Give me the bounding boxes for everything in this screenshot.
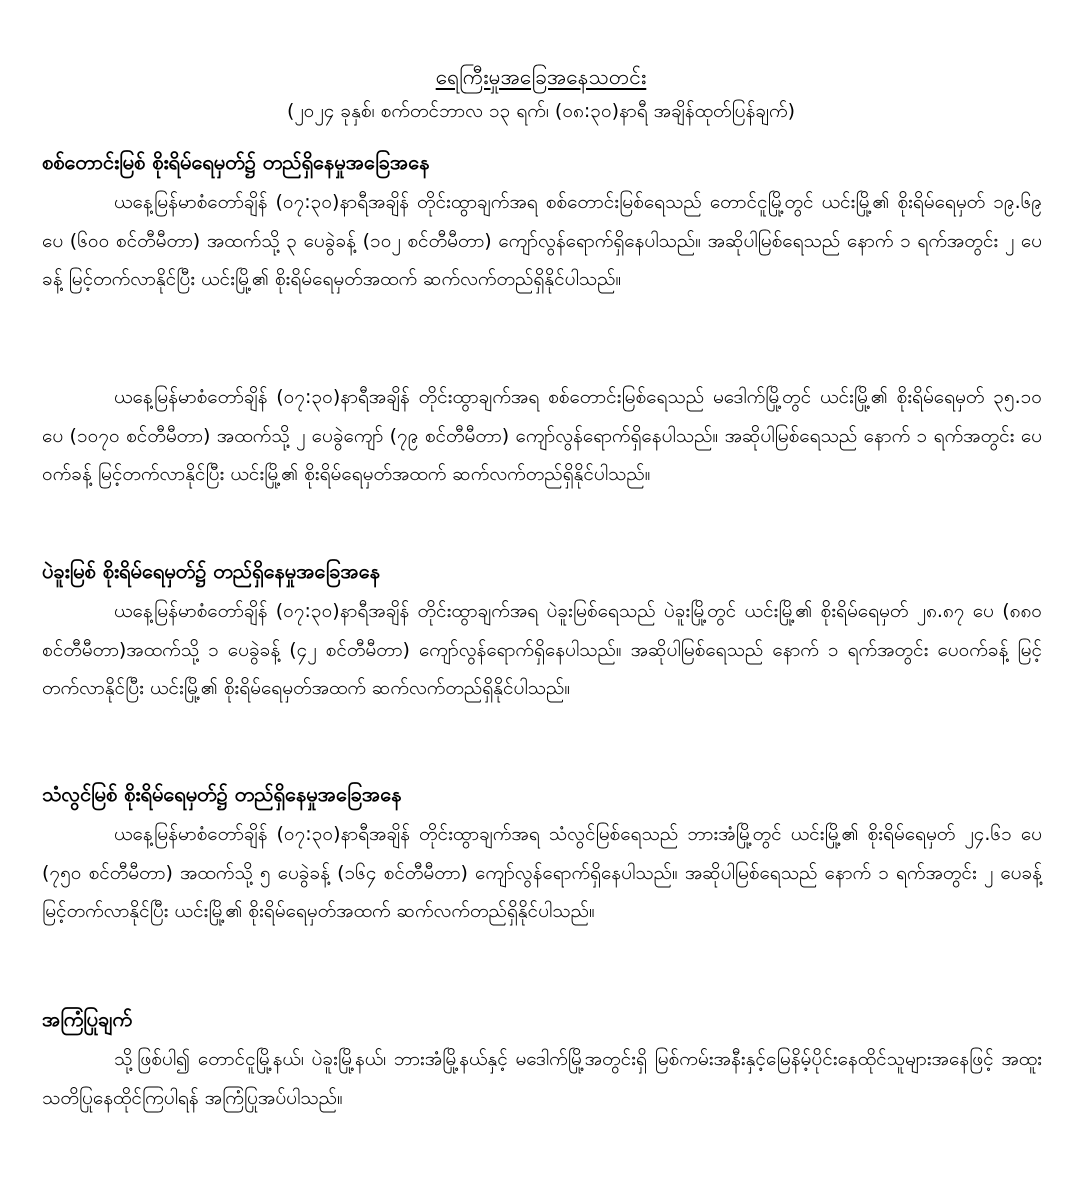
section-heading-sittaung: စစ်တောင်းမြစ် စိုးရိမ်ရေမှတ်၌ တည်ရှိနေမှုအခြေအနေ <box>42 150 430 174</box>
paragraph-recommendation: သို့ဖြစ်ပါ၍ တောင်ငူမြို့နယ်၊ ပဲခူးမြို့နယ်၊ ဘားအံမြို့နယ်နှင့် မဒေါက်မြို့အတွင်းရှိ မြစ်ကမ်းအနီးနှင့်မြေနိမ့်ပိုင်းနေထိုင်သူများအနေဖြင့် အထူးသတိပြုနေထိုင်ကြပါရန် အကြံပြုအပ်ပါသည်။ <box>42 1048 1042 1109</box>
section-heading-recommendation: အကြံပြုချက် <box>42 1007 133 1031</box>
section-heading-thanlwin: သံလွင်မြစ် စိုးရိမ်ရေမှတ်၌ တည်ရှိနေမှုအခြေအနေ <box>42 782 402 806</box>
paragraph-sittaung-madauk: ယနေ့မြန်မာစံတော်ချိန် (၀၇:၃၀)နာရီအချိန် တိုင်းထွာချက်အရ စစ်တောင်းမြစ်ရေသည် မဒေါက်မြို့တွင် ယင်းမြို့၏ စိုးရိမ်ရေမှတ် ၃၅.၁၀ ပေ (၁၀၇၀ စင်တီမီတာ) အထက်သို့ ၂ ပေခွဲကျော် (၇၉ စင်တီမီတာ) ကျော်လွန်ရောက်ရှိနေပါသည်။ အဆိုပါမြစ်ရေသည် နောက် ၁ ရက်အတွင်း ပေဝက်ခန့် မြင့်တက်လာနိုင်ပြီး ယင်းမြို့၏ စိုးရိမ်ရေမှတ်အထက် ဆက်လက်တည်ရှိနိုင်ပါသည်။ <box>42 386 1042 485</box>
paragraph-bago: ယနေ့မြန်မာစံတော်ချိန် (၀၇:၃၀)နာရီအချိန် တိုင်းထွာချက်အရ ပဲခူးမြစ်ရေသည် ပဲခူးမြို့တွင် ယင်းမြို့၏ စိုးရိမ်ရေမှတ် ၂၈.၈၇ ပေ (၈၈၀ စင်တီမီတာ)အထက်သို့ ၁ ပေခွဲခန့် (၄၂ စင်တီမီတာ) ကျော်လွန်ရောက်ရှိနေပါသည်။ အဆိုပါမြစ်ရေသည် နောက် ၁ ရက်အတွင်း ပေဝက်ခန့် မြင့်တက်လာနိုင်ပြီး ယင်းမြို့၏ စိုးရိမ်ရေမှတ်အထက် ဆက်လက်တည်ရှိနိုင်ပါသည်။ <box>42 600 1042 699</box>
section-heading-bago: ပဲခူးမြစ် စိုးရိမ်ရေမှတ်၌ တည်ရှိနေမှုအခြေအနေ <box>42 559 380 583</box>
paragraph-thanlwin: ယနေ့မြန်မာစံတော်ချိန် (၀၇:၃၀)နာရီအချိန် တိုင်းထွာချက်အရ သံလွင်မြစ်ရေသည် ဘားအံမြို့တွင် ယင်းမြို့၏ စိုးရိမ်ရေမှတ် ၂၄.၆၁ ပေ (၇၅၀ စင်တီမီတာ) အထက်သို့ ၅ ပေခွဲခန့် (၁၆၄ စင်တီမီတာ) ကျော်လွန်ရောက်ရှိနေပါသည်။ အဆိုပါမြစ်ရေသည် နောက် ၁ ရက်အတွင်း ၂ ပေခန့် မြင့်တက်လာနိုင်ပြီး ယင်းမြို့၏ စိုးရိမ်ရေမှတ်အထက် ဆက်လက်တည်ရှိနိုင်ပါသည်။ <box>42 823 1042 922</box>
paragraph-sittaung-taungoo: ယနေ့မြန်မာစံတော်ချိန် (၀၇:၃၀)နာရီအချိန် တိုင်းထွာချက်အရ စစ်တောင်းမြစ်ရေသည် တောင်ငူမြို့တွင် ယင်းမြို့၏ စိုးရိမ်ရေမှတ် ၁၉.၆၉ ပေ (၆၀၀ စင်တီမီတာ) အထက်သို့ ၃ ပေခွဲခန့် (၁၀၂ စင်တီမီတာ) ကျော်လွန်ရောက်ရှိနေပါသည်။ အဆိုပါမြစ်ရေသည် နောက် ၁ ရက်အတွင်း ၂ ပေခန့် မြင့်တက်လာနိုင်ပြီး ယင်းမြို့၏ စိုးရိမ်ရေမှတ်အထက် ဆက်လက်တည်ရှိနိုင်ပါသည်။ <box>42 191 1042 290</box>
document-subtitle: (၂၀၂၄ ခုနှစ်၊ စက်တင်ဘာလ ၁၃ ရက်၊ (၀၈:၃၀)နာရီ အချိန်ထုတ်ပြန်ချက်) <box>286 100 796 122</box>
document-title: ရေကြီးမှုအခြေအနေသတင်း <box>435 65 647 89</box>
